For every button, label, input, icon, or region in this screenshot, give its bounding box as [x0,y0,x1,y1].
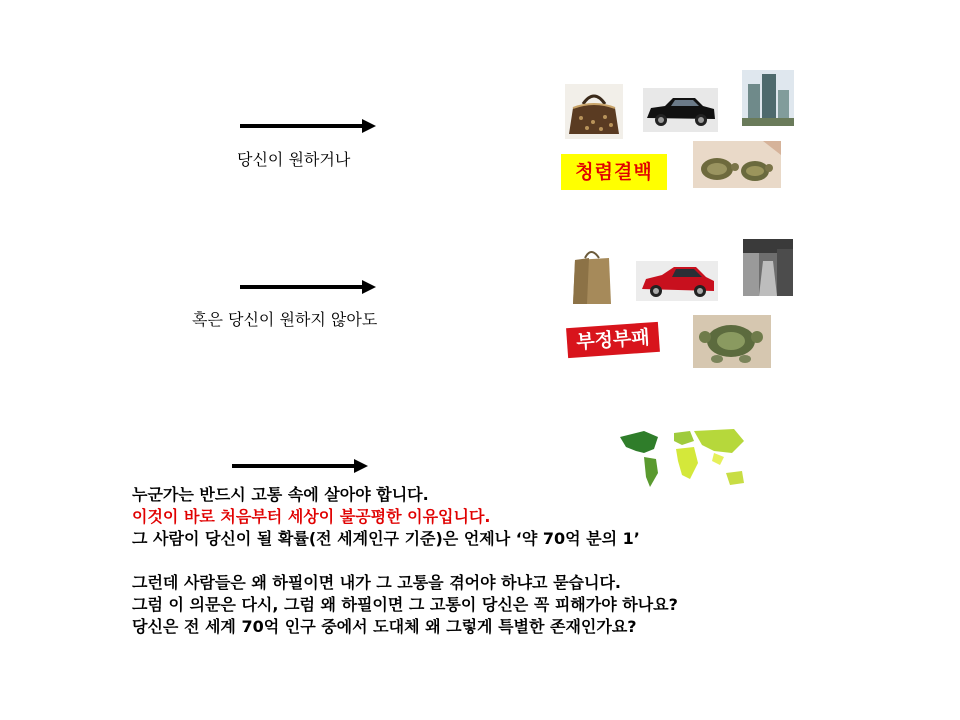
explanation-text [132,484,678,638]
row2-caption: 혹은 당신이 원하지 않아도 [192,310,378,329]
deformed-turtle-image [693,315,771,368]
arrow-icon [232,459,368,473]
corruption-banner: 부정부패 [566,322,660,358]
slum-image [743,239,793,296]
text-line: 그런데 사람들은 왜 하필이면 내가 그 고통을 겪어야 하냐고 묻습니다. [132,573,621,592]
arrow-icon [240,119,376,133]
luxury-handbag-image [565,84,623,139]
small-car-image [636,261,718,301]
text-line-highlight: 이것이 바로 처음부터 세상이 불공평한 이유입니다. [132,507,491,526]
row1-caption: 당신이 원하거나 [237,150,351,169]
text-line: 그 사람이 당신이 될 확률(전 세계인구 기준)은 언제나 ‘약 70억 분의 1’ [132,529,640,548]
text-line: 그럼 이 의문은 다시, 그럼 왜 하필이면 그 고통이 당신은 꼭 피해가야 하나요? [132,595,678,614]
integrity-banner: 청렴결백 [561,154,667,190]
skyscraper-image [742,70,794,126]
luxury-car-image [643,88,718,132]
text-line: 누군가는 반드시 고통 속에 살아야 합니다. [132,485,429,504]
text-line: 당신은 전 세계 70억 인구 중에서 도대체 왜 그렇게 특별한 존재인가요? [132,617,637,636]
baby-turtles-image [693,141,781,188]
arrow-icon [240,280,376,294]
paper-bag-image [569,244,615,307]
